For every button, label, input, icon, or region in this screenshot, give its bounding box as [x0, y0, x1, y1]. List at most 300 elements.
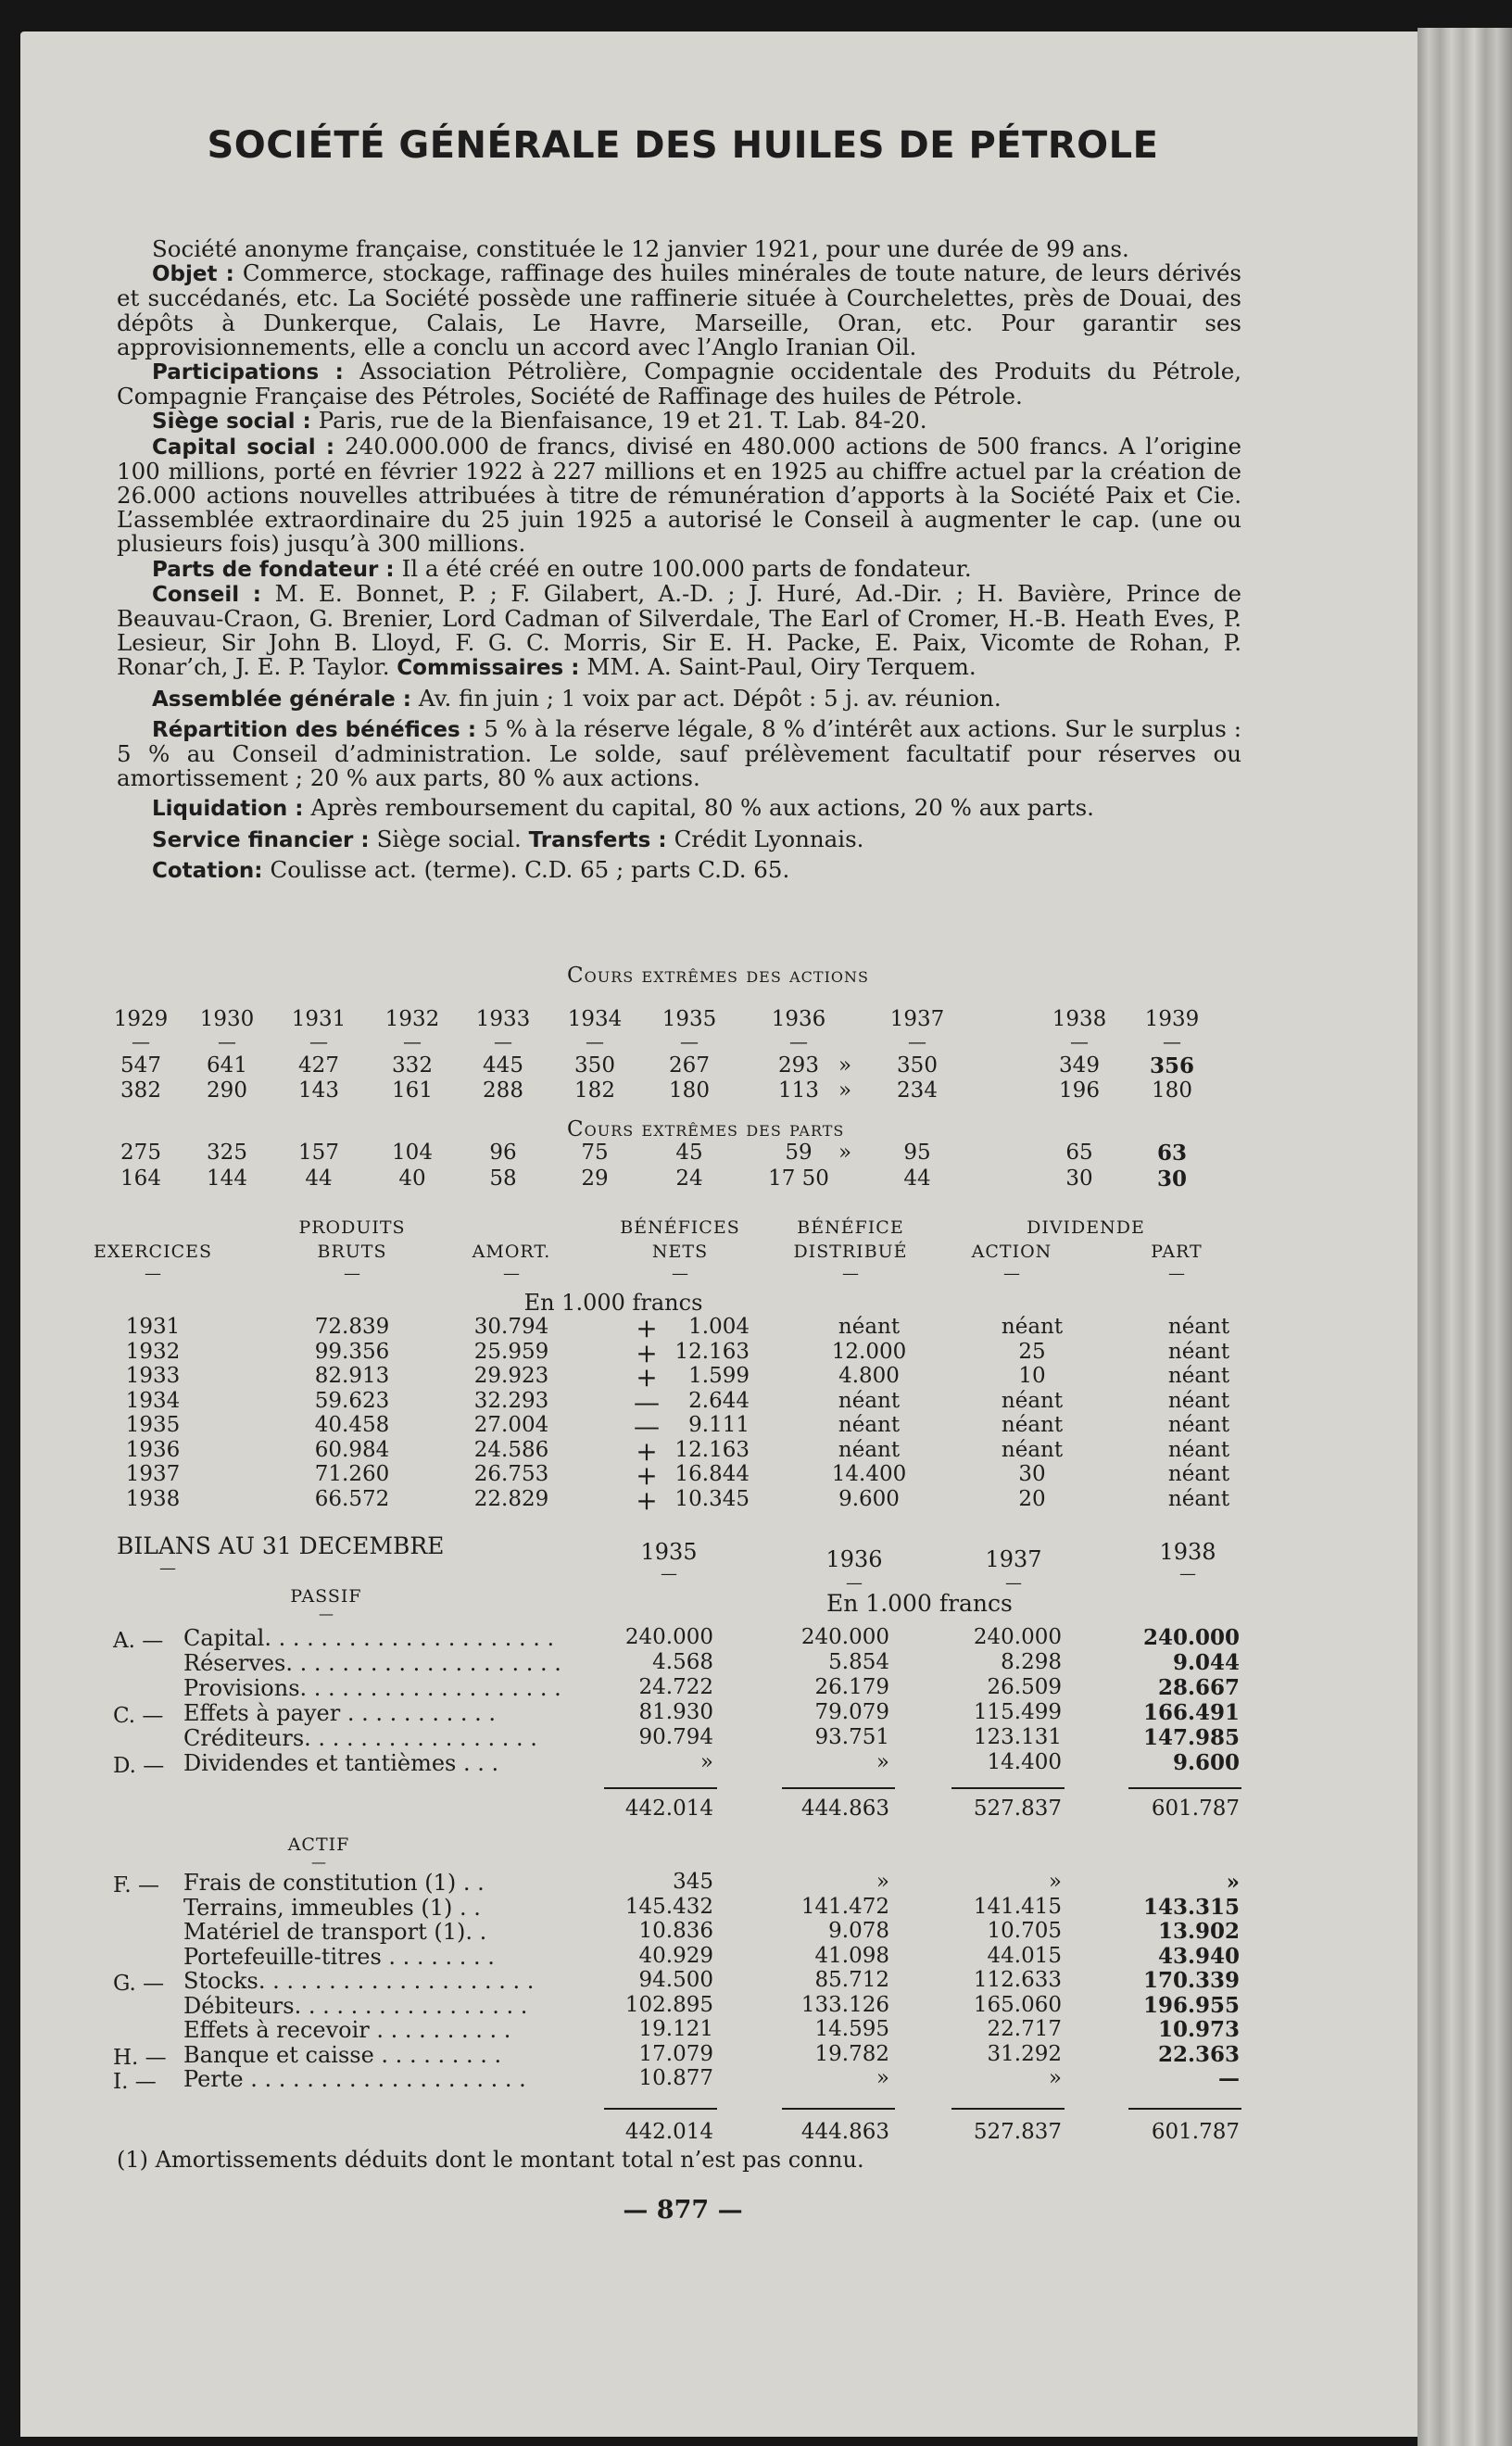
amortissements: 22.829: [473, 1486, 549, 1511]
year-dash: —: [494, 1030, 512, 1053]
actions-high: 332: [392, 1053, 433, 1078]
paragraph-label: Liquidation :: [152, 797, 311, 822]
line-label: Réserves. . . . . . . . . . . . . . . . . . . .: [183, 1650, 561, 1676]
actions-high: 445: [483, 1053, 523, 1078]
col-dash: —: [842, 1264, 859, 1283]
paragraph: [117, 237, 1241, 261]
benefices-nets: 9.111: [688, 1413, 750, 1437]
bilan-value: —: [1218, 2066, 1240, 2091]
bilan-value: 85.712: [814, 1968, 889, 1992]
company-description: [117, 237, 1241, 889]
col-dash: —: [145, 1264, 161, 1283]
passif-total: 442.014: [624, 1797, 713, 1821]
total-rule: [951, 2108, 1065, 2110]
benefices-nets: 16.844: [674, 1462, 750, 1486]
parts-low: 40: [398, 1166, 426, 1191]
bilan-value: 24.722: [638, 1675, 713, 1699]
bilan-value: 170.339: [1142, 1968, 1240, 1993]
actions-high: 350: [897, 1053, 938, 1078]
total-rule: [1128, 2108, 1241, 2110]
bilan-value: 9.044: [1172, 1650, 1240, 1675]
year-dash: —: [309, 1030, 328, 1053]
bilan-value: »: [876, 2066, 889, 2090]
exercice-year: 1936: [125, 1437, 181, 1462]
paragraph: [117, 684, 1241, 712]
benefice-distribue: néant: [838, 1437, 901, 1462]
line-label: Banque et caisse . . . . . . . . .: [183, 2041, 502, 2068]
bilan-value: 19.121: [638, 2017, 713, 2041]
line-label: Perte . . . . . . . . . . . . . . . . . . . .: [183, 2066, 526, 2092]
dividende-action: 20: [1018, 1486, 1046, 1511]
bilan-value: 10.836: [638, 1919, 713, 1943]
line-label: Débiteurs. . . . . . . . . . . . . . . . .: [183, 1992, 528, 2019]
col-header: AMORT.: [472, 1242, 551, 1262]
col-header: DIVIDENDE: [1027, 1217, 1145, 1238]
bilan-value: 240.000: [624, 1625, 713, 1649]
bilans-title: BILANS AU 31 DECEMBRE: [117, 1532, 445, 1559]
year-dash: —: [1163, 1030, 1181, 1053]
col-dash: —: [672, 1264, 688, 1283]
sign: +: [636, 1362, 658, 1393]
paragraph-label: Répartition des bénéfices :: [152, 717, 485, 742]
paragraph-text: MM. A. Saint-Paul, Oiry Terquem.: [586, 653, 976, 681]
year-dash: —: [908, 1030, 926, 1053]
dividende-action: 25: [1018, 1339, 1046, 1364]
col-header: BÉNÉFICES: [620, 1217, 740, 1238]
sign: +: [636, 1460, 658, 1491]
line-letter: C. —: [113, 1704, 164, 1728]
total-rule: [782, 2108, 895, 2110]
amortissements: 24.586: [473, 1437, 549, 1462]
dividende-action: néant: [1001, 1388, 1064, 1413]
actif-total: 527.837: [973, 2120, 1062, 2144]
bilan-value: 112.633: [973, 1968, 1062, 1992]
bilan-value: 165.060: [973, 1992, 1062, 2017]
bilan-value: 26.179: [814, 1675, 889, 1699]
year-header: 1935: [662, 1007, 717, 1031]
line-label: Stocks. . . . . . . . . . . . . . . . . . . .: [183, 1968, 535, 1994]
total-rule: [1128, 1787, 1241, 1789]
actions-high: 267: [669, 1053, 710, 1078]
actions-low: 161: [392, 1078, 433, 1103]
cours-parts-title: Cours extrêmes des parts: [567, 1117, 845, 1141]
line-label: Provisions. . . . . . . . . . . . . . . . . . .: [183, 1675, 561, 1701]
col-dash: —: [344, 1264, 360, 1283]
paragraph-text: Après remboursement du capital, 80 % aux actions, 20 % aux parts.: [310, 794, 1094, 822]
year-header: 1937: [889, 1007, 945, 1031]
exercice-year: 1932: [125, 1339, 181, 1364]
dividende-part: néant: [1167, 1462, 1230, 1486]
benefices-nets: 12.163: [674, 1339, 750, 1364]
paragraph-text: Siège social.: [376, 825, 529, 852]
benefices-nets: 1.599: [688, 1364, 750, 1388]
paragraph-label: Capital social :: [152, 435, 346, 460]
bilan-value: 41.098: [814, 1943, 889, 1968]
dividende-part: néant: [1167, 1339, 1230, 1364]
bilan-value: 31.292: [987, 2041, 1062, 2066]
document-page: [20, 32, 1418, 2437]
benefices-nets: 10.345: [674, 1486, 750, 1511]
bilan-year: 1936: [825, 1546, 883, 1572]
bilan-value: 240.000: [800, 1625, 889, 1649]
bilan-year: 1938: [1159, 1539, 1216, 1565]
parts-low: 164: [120, 1166, 161, 1191]
parts-high: 157: [298, 1141, 339, 1165]
bilan-value: 10.973: [1157, 2017, 1240, 2042]
col-header: EXERCICES: [93, 1242, 213, 1262]
benefice-distribue: 12.000: [831, 1339, 907, 1364]
year-dash: —: [132, 1030, 150, 1053]
year-dash: —: [789, 1030, 808, 1053]
produits-bruts: 82.913: [314, 1364, 390, 1388]
amortissements: 32.293: [473, 1388, 549, 1413]
year-header: 1932: [384, 1007, 440, 1031]
parts-high: 95: [903, 1141, 931, 1165]
actions-low: 180: [1152, 1078, 1192, 1103]
actif-label: ACTIF: [287, 1834, 350, 1855]
paragraph-label: Parts de fondateur :: [152, 557, 402, 582]
bilan-value: 240.000: [973, 1625, 1062, 1649]
exercice-year: 1934: [125, 1388, 181, 1413]
sign: —: [634, 1411, 660, 1442]
actions-high: 641: [207, 1053, 247, 1078]
col-header: PART: [1151, 1242, 1203, 1262]
paragraph: [117, 855, 1241, 883]
label-dash: —: [311, 1853, 326, 1871]
bilan-value: 79.079: [814, 1700, 889, 1724]
bilan-value: 9.600: [1172, 1750, 1240, 1775]
year-header: 1929: [113, 1007, 169, 1031]
bilan-value: 93.751: [814, 1725, 889, 1749]
bilan-value: 166.491: [1142, 1700, 1240, 1725]
line-label: Effets à recevoir . . . . . . . . . .: [183, 2017, 511, 2043]
bilan-value: 13.902: [1157, 1919, 1240, 1944]
benefice-distribue: 14.400: [831, 1462, 907, 1486]
parts-low: 30: [1065, 1166, 1093, 1191]
benefice-distribue: 4.800: [838, 1364, 900, 1388]
paragraph-label: Cotation:: [152, 858, 271, 883]
bilan-value: 40.929: [638, 1943, 713, 1968]
sign: +: [636, 1435, 658, 1467]
bilan-value: »: [1226, 1870, 1240, 1895]
paragraph-label: Transferts :: [528, 827, 674, 852]
paragraph: [117, 796, 1241, 821]
paragraph: [117, 579, 1241, 681]
paragraph-text: Commerce, stockage, raffinage des huiles minérales de toute nature, de leurs dérivés et succédanés, etc. La Société possède une raffinerie située à Courchelettes, près de Douai, des dépôts à Dunkerque, Calais, Le Havre, Marseille, Oran, etc. Pour garantir ses approvisionnements, elle a conclu un accord avec l’Anglo Iranian Oil.: [117, 259, 1241, 360]
bilan-value: 43.940: [1157, 1943, 1240, 1969]
bilan-value: 22.363: [1157, 2041, 1240, 2067]
year-dash: —: [661, 1564, 677, 1583]
bilan-value: 9.078: [828, 1919, 889, 1943]
exercice-year: 1933: [125, 1364, 181, 1388]
page-number: — 877 —: [623, 2196, 743, 2225]
year-dash: —: [680, 1030, 699, 1053]
cours-actions-title: Cours extrêmes des actions: [567, 964, 869, 988]
produits-bruts: 66.572: [314, 1486, 390, 1511]
bilan-value: 14.400: [987, 1750, 1062, 1774]
bilan-value: 26.509: [987, 1675, 1062, 1699]
paragraph-text: Association Pétrolière, Compagnie occidentale des Produits du Pétrole, Compagnie Française des Pétroles, Société de Raffinage des huiles de Pétrole.: [117, 358, 1241, 410]
paragraph: [117, 827, 1241, 852]
line-letter: H. —: [113, 2045, 167, 2070]
line-letter: I. —: [113, 2070, 157, 2094]
parts-low: 17 50: [768, 1166, 829, 1191]
parts-low: 24: [675, 1166, 703, 1191]
benefices-nets: 1.004: [688, 1315, 750, 1339]
page-edge-stack: [1418, 28, 1512, 2446]
col-header: ACTION: [971, 1242, 1052, 1262]
parts-low: 29: [581, 1166, 609, 1191]
year-dash: —: [403, 1030, 422, 1053]
benefices-nets: 2.644: [688, 1388, 750, 1413]
paragraph-label: Service financier :: [152, 827, 377, 852]
bilan-value: 8.298: [1001, 1650, 1062, 1674]
parts-high: 96: [489, 1141, 517, 1165]
col-header: BRUTS: [317, 1242, 387, 1262]
bilan-value: 141.472: [800, 1894, 889, 1919]
label-dash: —: [319, 1605, 334, 1622]
passif-label: PASSIF: [290, 1586, 362, 1607]
paragraph-text: Il a été créé en outre 100.000 parts de fondateur.: [401, 554, 972, 582]
bilan-value: 81.930: [638, 1700, 713, 1724]
paragraph: [117, 432, 1241, 558]
actions-low: 288: [483, 1078, 523, 1103]
actif-total: 601.787: [1151, 2120, 1240, 2144]
sign: +: [636, 1313, 658, 1343]
amortissements: 25.959: [473, 1339, 549, 1364]
year-dash: —: [218, 1030, 236, 1053]
line-letter: A. —: [113, 1629, 164, 1653]
paragraph: [117, 409, 1241, 434]
bilan-value: »: [1048, 2066, 1062, 2090]
bilan-value: 28.667: [1157, 1675, 1240, 1700]
line-label: Terrains, immeubles (1) . .: [183, 1894, 481, 1921]
actions-high: 293: [778, 1053, 819, 1078]
bilan-value: »: [1048, 1870, 1062, 1894]
bilan-value: 14.595: [814, 2017, 889, 2041]
passif-total: 444.863: [800, 1797, 889, 1821]
bilan-value: 17.079: [638, 2041, 713, 2066]
amortissements: 27.004: [473, 1413, 549, 1437]
dividende-action: néant: [1001, 1413, 1064, 1437]
paragraph-label: Siège social :: [152, 410, 319, 435]
parts-low: 144: [207, 1166, 247, 1191]
parts-high: 45: [675, 1141, 703, 1165]
unit-label: En 1.000 francs: [523, 1290, 703, 1316]
bilan-value: 10.877: [638, 2066, 713, 2090]
line-label: Créditeurs. . . . . . . . . . . . . . . . .: [183, 1725, 537, 1751]
line-label: Matériel de transport (1). .: [183, 1919, 487, 1945]
bilan-value: 22.717: [987, 2017, 1062, 2041]
bilan-value: 147.985: [1142, 1725, 1240, 1750]
year-header: 1934: [567, 1007, 623, 1031]
paragraph-text: M. E. Bonnet, P. ; F. Gilabert, A.-D. ; J. Huré, Ad.-Dir. ; H. Bavière, Prince de Beauvau-Craon, G. Brenier, Lord Cadman of Silverdale, The Earl of Cromer, H.-B. Heath Eves, P. Lesieur, Sir John B. Lloyd, F. G. C. Morris, Sir E. H. Packe, E. Paix, Vicomte de Rohan, P. Ronar’ch, J. E. P. Taylor.: [117, 579, 1241, 681]
dividende-action: 30: [1018, 1462, 1046, 1486]
paragraph-text: Crédit Lyonnais.: [674, 825, 864, 852]
bilan-value: »: [876, 1750, 889, 1774]
year-header: 1939: [1144, 1007, 1200, 1031]
line-letter: F. —: [113, 1873, 159, 1898]
parts-high: 59: [785, 1141, 813, 1165]
bilan-value: 240.000: [1142, 1625, 1240, 1650]
bilan-value: 19.782: [814, 2041, 889, 2066]
actions-low: 290: [207, 1078, 247, 1103]
parts-low: 44: [903, 1166, 931, 1191]
total-rule: [604, 1787, 717, 1789]
year-dash: —: [1179, 1564, 1196, 1583]
col-dash: —: [1003, 1264, 1020, 1283]
sign: —: [634, 1386, 660, 1418]
actions-high: »: [838, 1053, 852, 1078]
dividende-action: 10: [1018, 1364, 1046, 1388]
paragraph-label: Participations :: [152, 360, 360, 385]
line-label: Frais de constitution (1) . .: [183, 1870, 485, 1896]
bilan-value: 143.315: [1142, 1894, 1240, 1920]
bilan-value: 10.705: [987, 1919, 1062, 1943]
dividende-part: néant: [1167, 1364, 1230, 1388]
bilan-value: 196.955: [1142, 1992, 1240, 2018]
produits-bruts: 60.984: [314, 1437, 390, 1462]
passif-total: 527.837: [973, 1797, 1062, 1821]
line-label: Capital. . . . . . . . . . . . . . . . . . . . .: [183, 1625, 555, 1651]
parts-high: 275: [120, 1141, 161, 1165]
dividende-part: néant: [1167, 1315, 1230, 1339]
benefice-distribue: néant: [838, 1388, 901, 1413]
dividende-part: néant: [1167, 1413, 1230, 1437]
actions-low: »: [838, 1078, 852, 1103]
col-header: NETS: [651, 1242, 709, 1262]
title-dash: —: [159, 1558, 176, 1578]
parts-low: 44: [305, 1166, 333, 1191]
paragraph-text: Paris, rue de la Bienfaisance, 19 et 21. T. Lab. 84-20.: [318, 407, 927, 435]
amortissements: 30.794: [473, 1315, 549, 1339]
line-letter: D. —: [113, 1754, 165, 1778]
paragraph-label: Objet :: [152, 262, 243, 287]
produits-bruts: 99.356: [314, 1339, 390, 1364]
actions-high: 427: [298, 1053, 339, 1078]
paragraph: [117, 714, 1241, 792]
total-rule: [604, 2108, 717, 2110]
line-label: Dividendes et tantièmes . . .: [183, 1750, 499, 1776]
exercice-year: 1937: [125, 1462, 181, 1486]
year-header: 1936: [771, 1007, 826, 1031]
col-dash: —: [1168, 1264, 1185, 1283]
paragraph-text: 5 % à la réserve légale, 8 % d’intérêt aux actions. Sur le surplus : 5 % au Conseil d’administration. Le solde, sauf prélèvement facultatif pour réserves ou amortissement ; 20 % aux parts, 80 % aux actions.: [117, 714, 1241, 792]
col-header: PRODUITS: [298, 1217, 406, 1238]
paragraph-text: Av. fin juin ; 1 voix par act. Dépôt : 5 j. av. réunion.: [418, 684, 1002, 712]
footnote: (1) Amortissements déduits dont le montant total n’est pas connu.: [117, 2147, 864, 2173]
actif-total: 444.863: [800, 2120, 889, 2144]
bilan-value: 4.568: [652, 1650, 713, 1674]
year-header: 1938: [1052, 1007, 1107, 1031]
dividende-part: néant: [1167, 1486, 1230, 1511]
year-dash: —: [1005, 1573, 1022, 1593]
parts-low: 30: [1156, 1166, 1187, 1191]
year-header: 1933: [475, 1007, 531, 1031]
amortissements: 29.923: [473, 1364, 549, 1388]
line-letter: G. —: [113, 1972, 165, 1996]
bilan-year: 1937: [985, 1546, 1042, 1572]
parts-high: »: [838, 1141, 852, 1165]
actions-high: 547: [120, 1053, 161, 1078]
actions-low: 113: [778, 1078, 819, 1103]
actions-high: 356: [1149, 1053, 1194, 1078]
bilan-value: 90.794: [638, 1725, 713, 1749]
parts-high: 325: [207, 1141, 247, 1165]
amortissements: 26.753: [473, 1462, 549, 1486]
dividende-part: néant: [1167, 1437, 1230, 1462]
dividende-part: néant: [1167, 1388, 1230, 1413]
actions-low: 234: [897, 1078, 938, 1103]
bilan-year: 1935: [640, 1539, 698, 1565]
parts-high: 75: [581, 1141, 609, 1165]
year-dash: —: [846, 1573, 863, 1593]
bilan-value: 145.432: [624, 1894, 713, 1919]
bilan-value: »: [699, 1750, 713, 1774]
paragraph-label: Assemblée générale :: [152, 687, 419, 712]
col-header: DISTRIBUÉ: [793, 1242, 908, 1262]
produits-bruts: 72.839: [314, 1315, 390, 1339]
parts-high: 63: [1156, 1141, 1187, 1166]
parts-high: 104: [392, 1141, 433, 1165]
actions-high: 350: [574, 1053, 615, 1078]
paragraph-text: Coulisse act. (terme). C.D. 65 ; parts C.D. 65.: [270, 855, 790, 883]
actions-low: 182: [574, 1078, 615, 1103]
paragraph: [117, 554, 1241, 582]
line-label: Portefeuille-titres . . . . . . . .: [183, 1943, 495, 1970]
unit-label: En 1.000 francs: [826, 1590, 1013, 1617]
exercice-year: 1935: [125, 1413, 181, 1437]
parts-low: 58: [489, 1166, 517, 1191]
actions-low: 180: [669, 1078, 710, 1103]
paragraph-text: 240.000.000 de francs, divisé en 480.000 actions de 500 francs. A l’origine 100 millions, porté en février 1922 à 227 millions et en 1925 au chiffre actuel par la création de 26.000 actions nouvelles attribuées à titre de rémunération d’apports à la Société Paix et Cie. L’assemblée extraordinaire du 25 juin 1925 a autorisé le Conseil à augmenter le cap. (une ou plusieurs fois) jusqu’à 300 millions.: [117, 432, 1241, 558]
exercice-year: 1931: [125, 1315, 181, 1339]
bilan-value: 345: [673, 1870, 713, 1894]
total-rule: [951, 1787, 1065, 1789]
passif-total: 601.787: [1151, 1797, 1240, 1821]
paragraph: [117, 359, 1241, 409]
page-title: SOCIÉTÉ GÉNÉRALE DES HUILES DE PÉTROLE: [207, 124, 1159, 167]
col-dash: —: [503, 1264, 520, 1283]
year-header: 1930: [199, 1007, 255, 1031]
paragraph-text: Société anonyme française, constituée le 12 janvier 1921, pour une durée de 99 ans.: [152, 235, 1129, 262]
bilan-value: 141.415: [973, 1894, 1062, 1919]
paragraph-label: Conseil :: [152, 582, 275, 607]
actions-low: 382: [120, 1078, 161, 1103]
bilan-value: 44.015: [987, 1943, 1062, 1968]
produits-bruts: 71.260: [314, 1462, 390, 1486]
year-dash: —: [1070, 1030, 1089, 1053]
dividende-action: néant: [1001, 1437, 1064, 1462]
year-dash: —: [586, 1030, 604, 1053]
benefice-distribue: 9.600: [838, 1486, 900, 1511]
col-header: BÉNÉFICE: [797, 1217, 904, 1238]
bilan-value: 5.854: [828, 1650, 889, 1674]
actions-low: 196: [1059, 1078, 1100, 1103]
actions-high: 349: [1059, 1053, 1100, 1078]
year-header: 1931: [291, 1007, 346, 1031]
line-label: Effets à payer . . . . . . . . . . .: [183, 1700, 497, 1726]
bilan-value: 102.895: [624, 1992, 713, 2017]
actif-total: 442.014: [624, 2120, 713, 2144]
produits-bruts: 40.458: [314, 1413, 390, 1437]
paragraph: [117, 261, 1241, 359]
dividende-action: néant: [1001, 1315, 1064, 1339]
produits-bruts: 59.623: [314, 1388, 390, 1413]
sign: +: [636, 1337, 658, 1368]
bilan-value: 115.499: [973, 1700, 1062, 1724]
actions-low: 143: [298, 1078, 339, 1103]
